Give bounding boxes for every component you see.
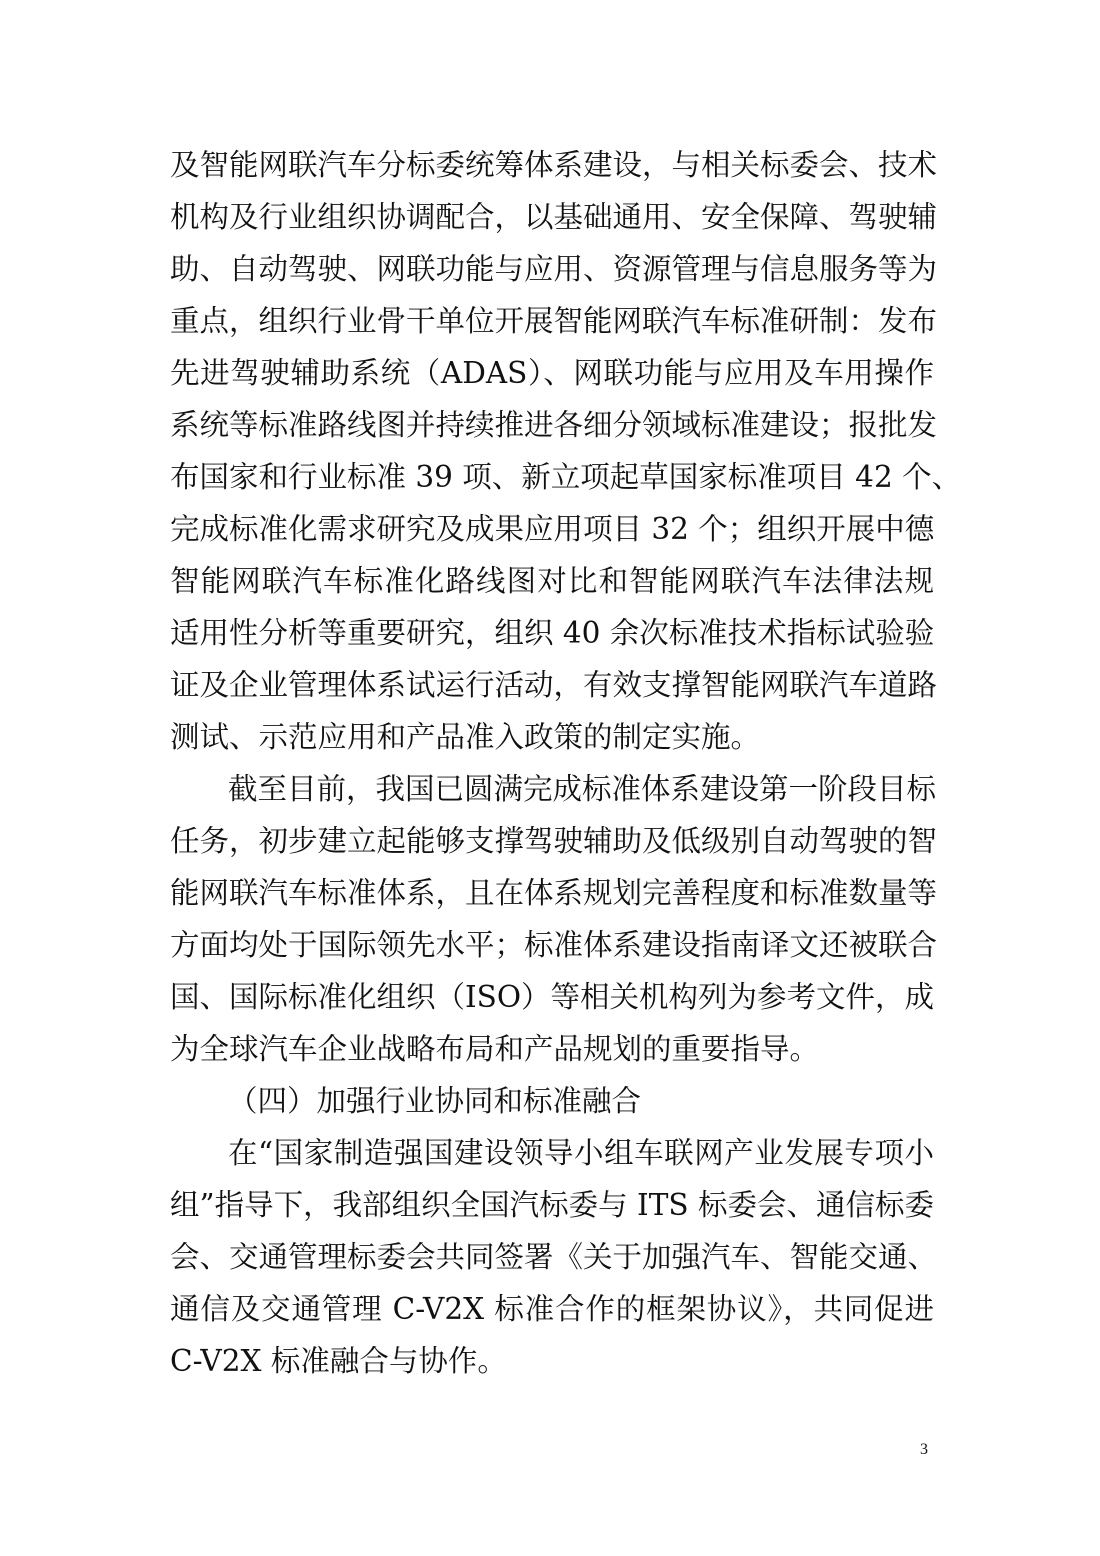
paragraph-line: 方面均处于国际领先水平；标准体系建设指南译文还被联合	[170, 928, 938, 962]
paragraph-line: 能网联汽车标准体系，且在体系规划完善程度和标准数量等	[170, 876, 938, 910]
paragraph-line: 任务，初步建立起能够支撑驾驶辅助及低级别自动驾驶的智	[170, 824, 938, 858]
paragraph-line: 及智能网联汽车分标委统筹体系建设，与相关标委会、技术	[170, 148, 938, 182]
paragraph-line: 系统等标准路线图并持续推进各细分领域标准建设；报批发	[170, 408, 938, 442]
page-number: 3	[920, 1441, 928, 1458]
paragraph-line: 证及企业管理体系试运行活动，有效支撑智能网联汽车道路	[170, 668, 938, 702]
paragraph-line: 助、自动驾驶、网联功能与应用、资源管理与信息服务等为	[170, 252, 938, 286]
paragraph-line: 机构及行业组织协调配合，以基础通用、安全保障、驾驶辅	[170, 200, 938, 234]
paragraph-line: C-V2X 标准融合与协作。	[170, 1344, 507, 1378]
paragraph-line: 组”指导下，我部组织全国汽标委与 ITS 标委会、通信标委	[170, 1188, 934, 1222]
paragraph-line: 会、交通管理标委会共同签署《关于加强汽车、智能交通、	[170, 1240, 938, 1274]
paragraph-line: 为全球汽车企业战略布局和产品规划的重要指导。	[170, 1032, 820, 1066]
paragraph-line: 测试、示范应用和产品准入政策的制定实施。	[170, 720, 761, 754]
paragraph-line: 先进驾驶辅助系统（ADAS）、网联功能与应用及车用操作	[170, 356, 934, 390]
paragraph-line: 国、国际标准化组织（ISO）等相关机构列为参考文件，成	[170, 980, 935, 1014]
paragraph-line: 智能网联汽车标准化路线图对比和智能网联汽车法律法规	[170, 564, 934, 598]
paragraph-line: 在“国家制造强国建设领导小组车联网产业发展专项小	[228, 1136, 934, 1170]
paragraph-line: 完成标准化需求研究及成果应用项目 32 个；组织开展中德	[170, 512, 935, 546]
paragraph-line: 截至目前，我国已圆满完成标准体系建设第一阶段目标	[228, 772, 937, 806]
paragraph-line: 布国家和行业标准 39 项、新立项起草国家标准项目 42 个、	[170, 460, 962, 494]
paragraph-line: 重点，组织行业骨干单位开展智能网联汽车标准研制：发布	[170, 304, 938, 338]
section-heading: （四）加强行业协同和标准融合	[228, 1084, 642, 1118]
paragraph-line: 通信及交通管理 C-V2X 标准合作的框架协议》，共同促进	[170, 1292, 934, 1326]
paragraph-line: 适用性分析等重要研究，组织 40 余次标准技术指标试验验	[170, 616, 935, 650]
